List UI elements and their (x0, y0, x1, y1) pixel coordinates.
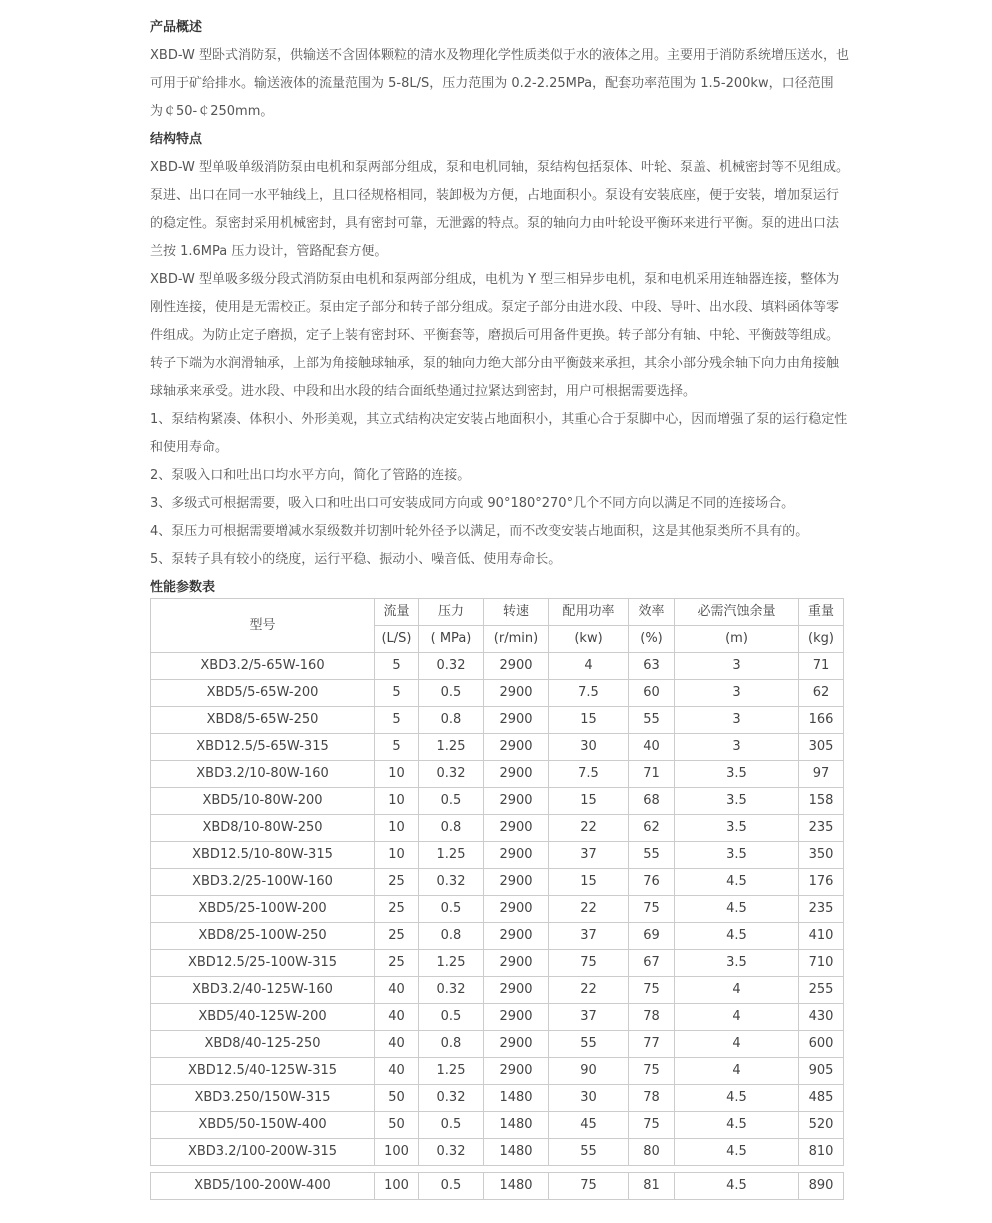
table-row (151, 923, 844, 950)
performance-table (150, 598, 844, 1166)
cell-speed: 1480 (484, 1112, 549, 1139)
cell-pressure: 0.32 (419, 977, 484, 1004)
cell-efficiency: 80 (629, 1139, 675, 1166)
cell-efficiency: 68 (629, 788, 675, 815)
cell-pressure: 1.25 (419, 734, 484, 761)
cell-power: 75 (549, 1173, 629, 1200)
table-row (151, 815, 844, 842)
cell-npsh: 4 (675, 977, 799, 1004)
cell-efficiency: 55 (629, 842, 675, 869)
cell-speed: 2900 (484, 1031, 549, 1058)
cell-power: 22 (549, 815, 629, 842)
table-row (151, 842, 844, 869)
cell-power: 37 (549, 842, 629, 869)
cell-power: 45 (549, 1112, 629, 1139)
overview-heading: 产品概述 (150, 20, 203, 35)
header-power-unit: (kw) (549, 626, 629, 653)
cell-npsh: 4.5 (675, 1112, 799, 1139)
cell-model: XBD8/10-80W-250 (151, 815, 375, 842)
cell-efficiency: 60 (629, 680, 675, 707)
cell-efficiency: 81 (629, 1173, 675, 1200)
table-row (151, 869, 844, 896)
cell-flow: 50 (375, 1085, 419, 1112)
overview-paragraph: XBD-W 型卧式消防泵，供输送不含固体颗粒的清水及物理化学性质类似于水的液体之用。主要用于消防系统增压送水，也可用于矿给排水。输送液体的流量范围为 5-8L/S，压力范围为 0.2-2.25MPa，配套功率范围为 1.5-200kw，口径范围为￠50-￠250mm。 (150, 48, 849, 119)
table-row (151, 680, 844, 707)
cell-efficiency: 69 (629, 923, 675, 950)
cell-weight: 235 (799, 815, 844, 842)
cell-model: XBD12.5/25-100W-315 (151, 950, 375, 977)
cell-power: 15 (549, 788, 629, 815)
cell-pressure: 0.5 (419, 788, 484, 815)
cell-weight: 235 (799, 896, 844, 923)
cell-weight: 305 (799, 734, 844, 761)
cell-efficiency: 78 (629, 1085, 675, 1112)
cell-npsh: 4.5 (675, 896, 799, 923)
cell-speed: 2900 (484, 977, 549, 1004)
feature-item-1: 1、泵结构紧凑、体积小、外形美观，其立式结构决定安装占地面积小，其重心合于泵脚中心，因而增强了泵的运行稳定性和使用寿命。 (150, 412, 848, 455)
features-heading: 结构特点 (150, 132, 203, 147)
cell-power: 90 (549, 1058, 629, 1085)
cell-flow: 25 (375, 896, 419, 923)
cell-speed: 1480 (484, 1139, 549, 1166)
cell-speed: 2900 (484, 788, 549, 815)
cell-npsh: 3.5 (675, 950, 799, 977)
cell-power: 15 (549, 869, 629, 896)
features-paragraph-1: XBD-W 型单吸单级消防泵由电机和泵两部分组成，泵和电机同轴，泵结构包括泵体、叶轮、泵盖、机械密封等不见组成。泵进、出口在同一水平轴线上，且口径规格相同，装卸极为方便，占地面积小。泵设有安装底座，便于安装，增加泵运行的稳定性。泵密封采用机械密封，具有密封可靠，无泄露的特点。泵的轴向力由叶轮设平衡环来进行平衡。泵的进出口法兰按 1.6MPa 压力设计，管路配套方便。 (150, 160, 849, 259)
header-flow-unit: (L/S) (375, 626, 419, 653)
document-body (150, 14, 850, 602)
cell-pressure: 0.8 (419, 707, 484, 734)
cell-model: XBD3.2/25-100W-160 (151, 869, 375, 896)
table-row (151, 1004, 844, 1031)
cell-speed: 2900 (484, 869, 549, 896)
header-efficiency-unit: (%) (629, 626, 675, 653)
cell-speed: 2900 (484, 653, 549, 680)
cell-model: XBD12.5/40-125W-315 (151, 1058, 375, 1085)
cell-speed: 2900 (484, 734, 549, 761)
cell-flow: 10 (375, 815, 419, 842)
cell-efficiency: 77 (629, 1031, 675, 1058)
cell-npsh: 3.5 (675, 761, 799, 788)
cell-npsh: 4.5 (675, 869, 799, 896)
cell-speed: 1480 (484, 1173, 549, 1200)
header-speed-unit: (r/min) (484, 626, 549, 653)
cell-flow: 25 (375, 923, 419, 950)
cell-model: XBD3.2/40-125W-160 (151, 977, 375, 1004)
cell-flow: 25 (375, 950, 419, 977)
cell-npsh: 4 (675, 1031, 799, 1058)
cell-pressure: 0.8 (419, 815, 484, 842)
header-pressure: 压力 (419, 599, 484, 626)
cell-speed: 2900 (484, 761, 549, 788)
cell-pressure: 0.32 (419, 1139, 484, 1166)
cell-weight: 600 (799, 1031, 844, 1058)
cell-power: 55 (549, 1031, 629, 1058)
cell-pressure: 0.5 (419, 1004, 484, 1031)
header-speed: 转速 (484, 599, 549, 626)
table-row (151, 707, 844, 734)
features-paragraph-2: XBD-W 型单吸多级分段式消防泵由电机和泵两部分组成，电机为 Y 型三相异步电机，泵和电机采用连轴器连接，整体为刚性连接，使用是无需校正。泵由定子部分和转子部分组成。泵定子部分由进水段、中段、导叶、出水段、填料函体等零件组成。为防止定子磨损，定子上装有密封环、平衡套等，磨损后可用备件更换。转子部分有轴、中轮、平衡鼓等组成。转子下端为水润滑轴承，上部为角接触球轴承，泵的轴向力绝大部分由平衡鼓来承担，其余小部分残余轴下向力由角接触球轴承来承受。进水段、中段和出水段的结合面纸垫通过拉紧达到密封，用户可根据需要选择。 (150, 272, 840, 399)
header-weight-unit: (kg) (799, 626, 844, 653)
cell-model: XBD3.250/150W-315 (151, 1085, 375, 1112)
cell-npsh: 3.5 (675, 788, 799, 815)
cell-flow: 50 (375, 1112, 419, 1139)
cell-model: XBD5/10-80W-200 (151, 788, 375, 815)
cell-npsh: 3 (675, 653, 799, 680)
cell-model: XBD3.2/10-80W-160 (151, 761, 375, 788)
cell-efficiency: 67 (629, 950, 675, 977)
cell-npsh: 4.5 (675, 1139, 799, 1166)
table-row (151, 1173, 844, 1200)
cell-flow: 5 (375, 653, 419, 680)
header-power: 配用功率 (549, 599, 629, 626)
cell-weight: 255 (799, 977, 844, 1004)
cell-weight: 166 (799, 707, 844, 734)
table-row (151, 1031, 844, 1058)
cell-model: XBD8/5-65W-250 (151, 707, 375, 734)
performance-table-wrap (150, 598, 843, 1200)
header-efficiency: 效率 (629, 599, 675, 626)
cell-power: 55 (549, 1139, 629, 1166)
cell-pressure: 0.5 (419, 1112, 484, 1139)
cell-flow: 5 (375, 707, 419, 734)
table-row (151, 896, 844, 923)
cell-npsh: 3.5 (675, 842, 799, 869)
cell-weight: 158 (799, 788, 844, 815)
cell-power: 22 (549, 977, 629, 1004)
cell-weight: 350 (799, 842, 844, 869)
cell-pressure: 0.32 (419, 761, 484, 788)
cell-flow: 5 (375, 680, 419, 707)
cell-power: 75 (549, 950, 629, 977)
feature-item-2: 2、泵吸入口和吐出口均水平方向，简化了管路的连接。 (150, 468, 471, 483)
cell-speed: 1480 (484, 1085, 549, 1112)
cell-model: XBD12.5/5-65W-315 (151, 734, 375, 761)
header-pressure-unit: ( MPa) (419, 626, 484, 653)
cell-npsh: 3.5 (675, 815, 799, 842)
cell-flow: 10 (375, 788, 419, 815)
table-row (151, 788, 844, 815)
table-row (151, 977, 844, 1004)
table-header-row (151, 599, 844, 626)
cell-model: XBD3.2/100-200W-315 (151, 1139, 375, 1166)
header-npsh-unit: (m) (675, 626, 799, 653)
cell-model: XBD8/25-100W-250 (151, 923, 375, 950)
cell-efficiency: 75 (629, 1058, 675, 1085)
cell-npsh: 4.5 (675, 1085, 799, 1112)
feature-item-5: 5、泵转子具有较小的绕度，运行平稳、振动小、噪音低、使用寿命长。 (150, 552, 562, 567)
table-row (151, 950, 844, 977)
cell-power: 7.5 (549, 680, 629, 707)
feature-item-4: 4、泵压力可根据需要增减水泵级数并切割叶轮外径予以满足，而不改变安装占地面积，这是其他泵类所不具有的。 (150, 524, 809, 539)
cell-efficiency: 76 (629, 869, 675, 896)
cell-power: 37 (549, 923, 629, 950)
table-row (151, 653, 844, 680)
cell-npsh: 4 (675, 1058, 799, 1085)
cell-weight: 905 (799, 1058, 844, 1085)
cell-power: 30 (549, 1085, 629, 1112)
header-weight: 重量 (799, 599, 844, 626)
cell-power: 4 (549, 653, 629, 680)
cell-flow: 10 (375, 761, 419, 788)
cell-weight: 71 (799, 653, 844, 680)
cell-weight: 485 (799, 1085, 844, 1112)
cell-weight: 520 (799, 1112, 844, 1139)
cell-pressure: 1.25 (419, 1058, 484, 1085)
cell-efficiency: 63 (629, 653, 675, 680)
cell-speed: 2900 (484, 1004, 549, 1031)
cell-weight: 62 (799, 680, 844, 707)
table-row (151, 1085, 844, 1112)
cell-weight: 430 (799, 1004, 844, 1031)
cell-power: 22 (549, 896, 629, 923)
table-row (151, 734, 844, 761)
cell-model: XBD8/40-125-250 (151, 1031, 375, 1058)
cell-weight: 410 (799, 923, 844, 950)
cell-efficiency: 78 (629, 1004, 675, 1031)
cell-weight: 176 (799, 869, 844, 896)
table-row (151, 1112, 844, 1139)
cell-flow: 40 (375, 977, 419, 1004)
cell-pressure: 0.32 (419, 1085, 484, 1112)
cell-weight: 890 (799, 1173, 844, 1200)
cell-speed: 2900 (484, 815, 549, 842)
cell-speed: 2900 (484, 923, 549, 950)
cell-pressure: 0.8 (419, 1031, 484, 1058)
header-npsh: 必需汽蚀余量 (675, 599, 799, 626)
cell-pressure: 1.25 (419, 842, 484, 869)
cell-speed: 2900 (484, 1058, 549, 1085)
cell-pressure: 0.32 (419, 869, 484, 896)
cell-model: XBD5/5-65W-200 (151, 680, 375, 707)
header-flow: 流量 (375, 599, 419, 626)
cell-model: XBD5/50-150W-400 (151, 1112, 375, 1139)
cell-weight: 810 (799, 1139, 844, 1166)
cell-weight: 710 (799, 950, 844, 977)
header-model: 型号 (151, 599, 375, 653)
cell-efficiency: 75 (629, 1112, 675, 1139)
cell-model: XBD5/25-100W-200 (151, 896, 375, 923)
cell-model: XBD5/100-200W-400 (151, 1173, 375, 1200)
cell-flow: 25 (375, 869, 419, 896)
cell-power: 15 (549, 707, 629, 734)
cell-flow: 10 (375, 842, 419, 869)
cell-pressure: 0.5 (419, 680, 484, 707)
cell-power: 7.5 (549, 761, 629, 788)
cell-flow: 40 (375, 1058, 419, 1085)
table-row (151, 761, 844, 788)
table-row (151, 1139, 844, 1166)
cell-model: XBD3.2/5-65W-160 (151, 653, 375, 680)
cell-model: XBD5/40-125W-200 (151, 1004, 375, 1031)
cell-npsh: 4.5 (675, 1173, 799, 1200)
cell-pressure: 0.32 (419, 653, 484, 680)
cell-npsh: 4 (675, 1004, 799, 1031)
cell-flow: 5 (375, 734, 419, 761)
cell-model: XBD12.5/10-80W-315 (151, 842, 375, 869)
cell-flow: 100 (375, 1139, 419, 1166)
cell-power: 30 (549, 734, 629, 761)
cell-speed: 2900 (484, 950, 549, 977)
cell-speed: 2900 (484, 707, 549, 734)
cell-efficiency: 62 (629, 815, 675, 842)
cell-npsh: 3 (675, 734, 799, 761)
cell-flow: 100 (375, 1173, 419, 1200)
cell-pressure: 0.8 (419, 923, 484, 950)
cell-pressure: 0.5 (419, 1173, 484, 1200)
cell-weight: 97 (799, 761, 844, 788)
table-row (151, 1058, 844, 1085)
cell-speed: 2900 (484, 842, 549, 869)
performance-table-last (150, 1172, 844, 1200)
cell-pressure: 0.5 (419, 896, 484, 923)
cell-efficiency: 75 (629, 896, 675, 923)
cell-npsh: 3 (675, 680, 799, 707)
cell-power: 37 (549, 1004, 629, 1031)
cell-efficiency: 71 (629, 761, 675, 788)
cell-speed: 2900 (484, 680, 549, 707)
cell-flow: 40 (375, 1031, 419, 1058)
cell-npsh: 4.5 (675, 923, 799, 950)
cell-pressure: 1.25 (419, 950, 484, 977)
cell-npsh: 3 (675, 707, 799, 734)
cell-speed: 2900 (484, 896, 549, 923)
cell-flow: 40 (375, 1004, 419, 1031)
cell-efficiency: 40 (629, 734, 675, 761)
table-heading: 性能参数表 (150, 580, 216, 595)
feature-item-3: 3、多级式可根据需要，吸入口和吐出口可安装成同方向或 90°180°270°几个不同方向以满足不同的连接场合。 (150, 496, 795, 511)
cell-efficiency: 55 (629, 707, 675, 734)
cell-efficiency: 75 (629, 977, 675, 1004)
